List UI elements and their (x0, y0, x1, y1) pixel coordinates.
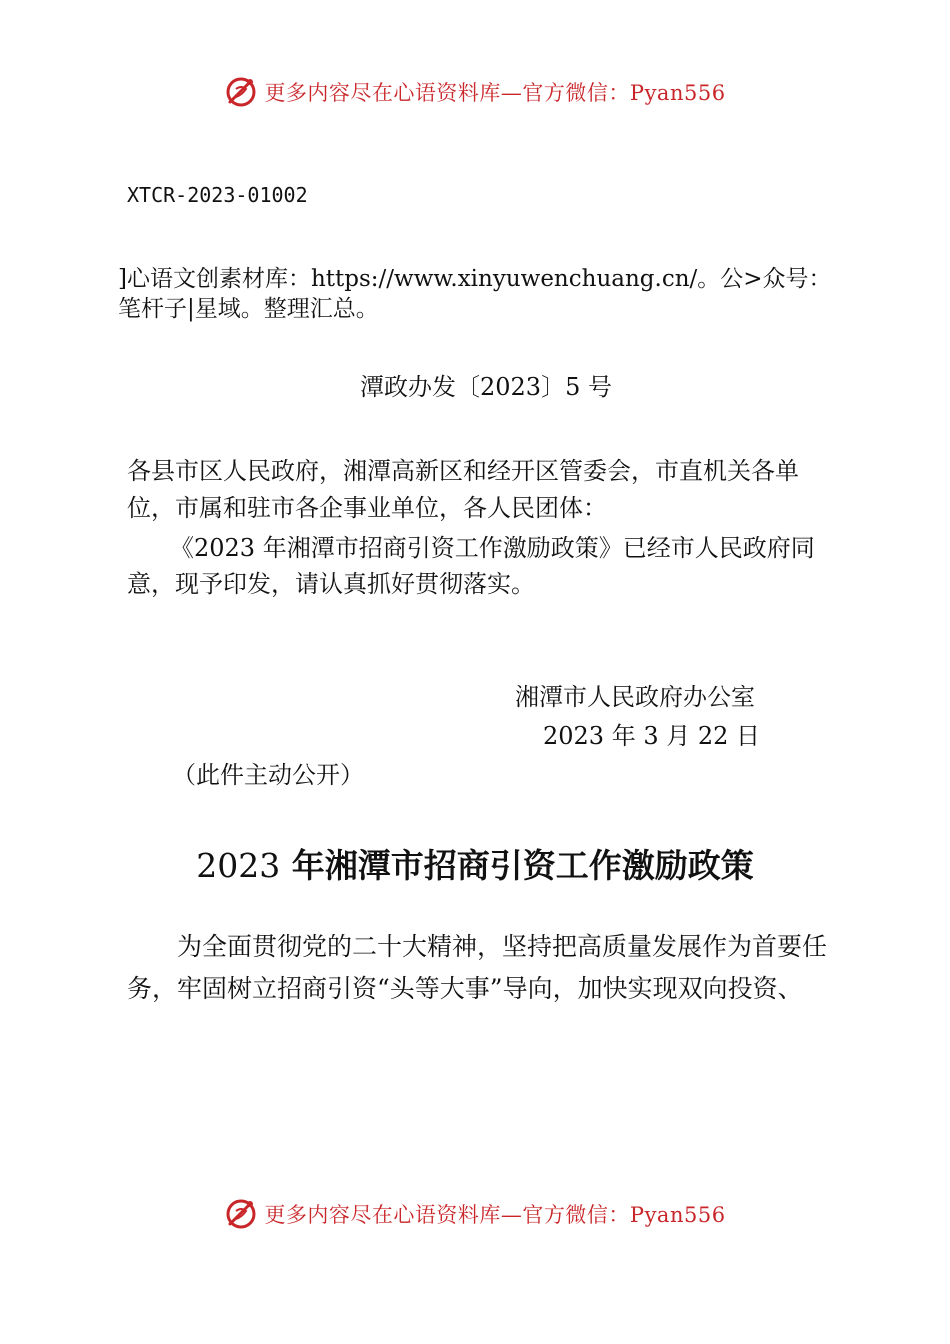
body-line-2: 意，现予印发，请认真抓好贯彻落实。 (127, 570, 535, 598)
policy-title (0, 844, 950, 888)
disclosure-note: （此件主动公开） (172, 761, 364, 789)
issuer-name: 湘潭市人民政府办公室 (515, 683, 755, 711)
watermark-text: 更多内容尽在心语资料库—官方微信：Pyan556 (264, 81, 726, 105)
watermark-banner-bottom (0, 1194, 950, 1234)
watermark-text: 更多内容尽在心语资料库—官方微信：Pyan556 (264, 1203, 726, 1227)
recipients-line-1: 各县市区人民政府，湘潭高新区和经开区管委会，市直机关各单 (127, 457, 799, 485)
intro-line-1: 为全面贯彻党的二十大精神，坚持把高质量发展作为首要任 (177, 932, 828, 961)
intro-line-2: 务，牢固树立招商引资“头等大事”导向，加快实现双向投资、 (127, 974, 803, 1003)
seal-logo-icon (224, 75, 258, 109)
policy-title-year: 2023 (196, 846, 281, 885)
policy-title-text: 年湘潭市招商引资工作激励政策 (291, 846, 754, 885)
document-code: XTCR-2023-01002 (127, 183, 308, 207)
body-line-1: 《2023 年湘潭市招商引资工作激励政策》已经市人民政府同 (170, 534, 815, 562)
source-note-line-1: ]心语文创素材库：https://www.xinyuwenchuang.cn/。公>众号： (118, 266, 832, 292)
issue-date: 2023 年 3 月 22 日 (543, 722, 761, 750)
source-note-line-2: 笔杆子|星域。整理汇总。 (118, 296, 379, 322)
recipients-line-2: 位，市属和驻市各企事业单位，各人民团体： (127, 494, 607, 522)
watermark-banner-top (0, 72, 950, 112)
seal-logo-icon (224, 1197, 258, 1231)
document-number: 潭政办发〔2023〕5 号 (360, 373, 612, 401)
